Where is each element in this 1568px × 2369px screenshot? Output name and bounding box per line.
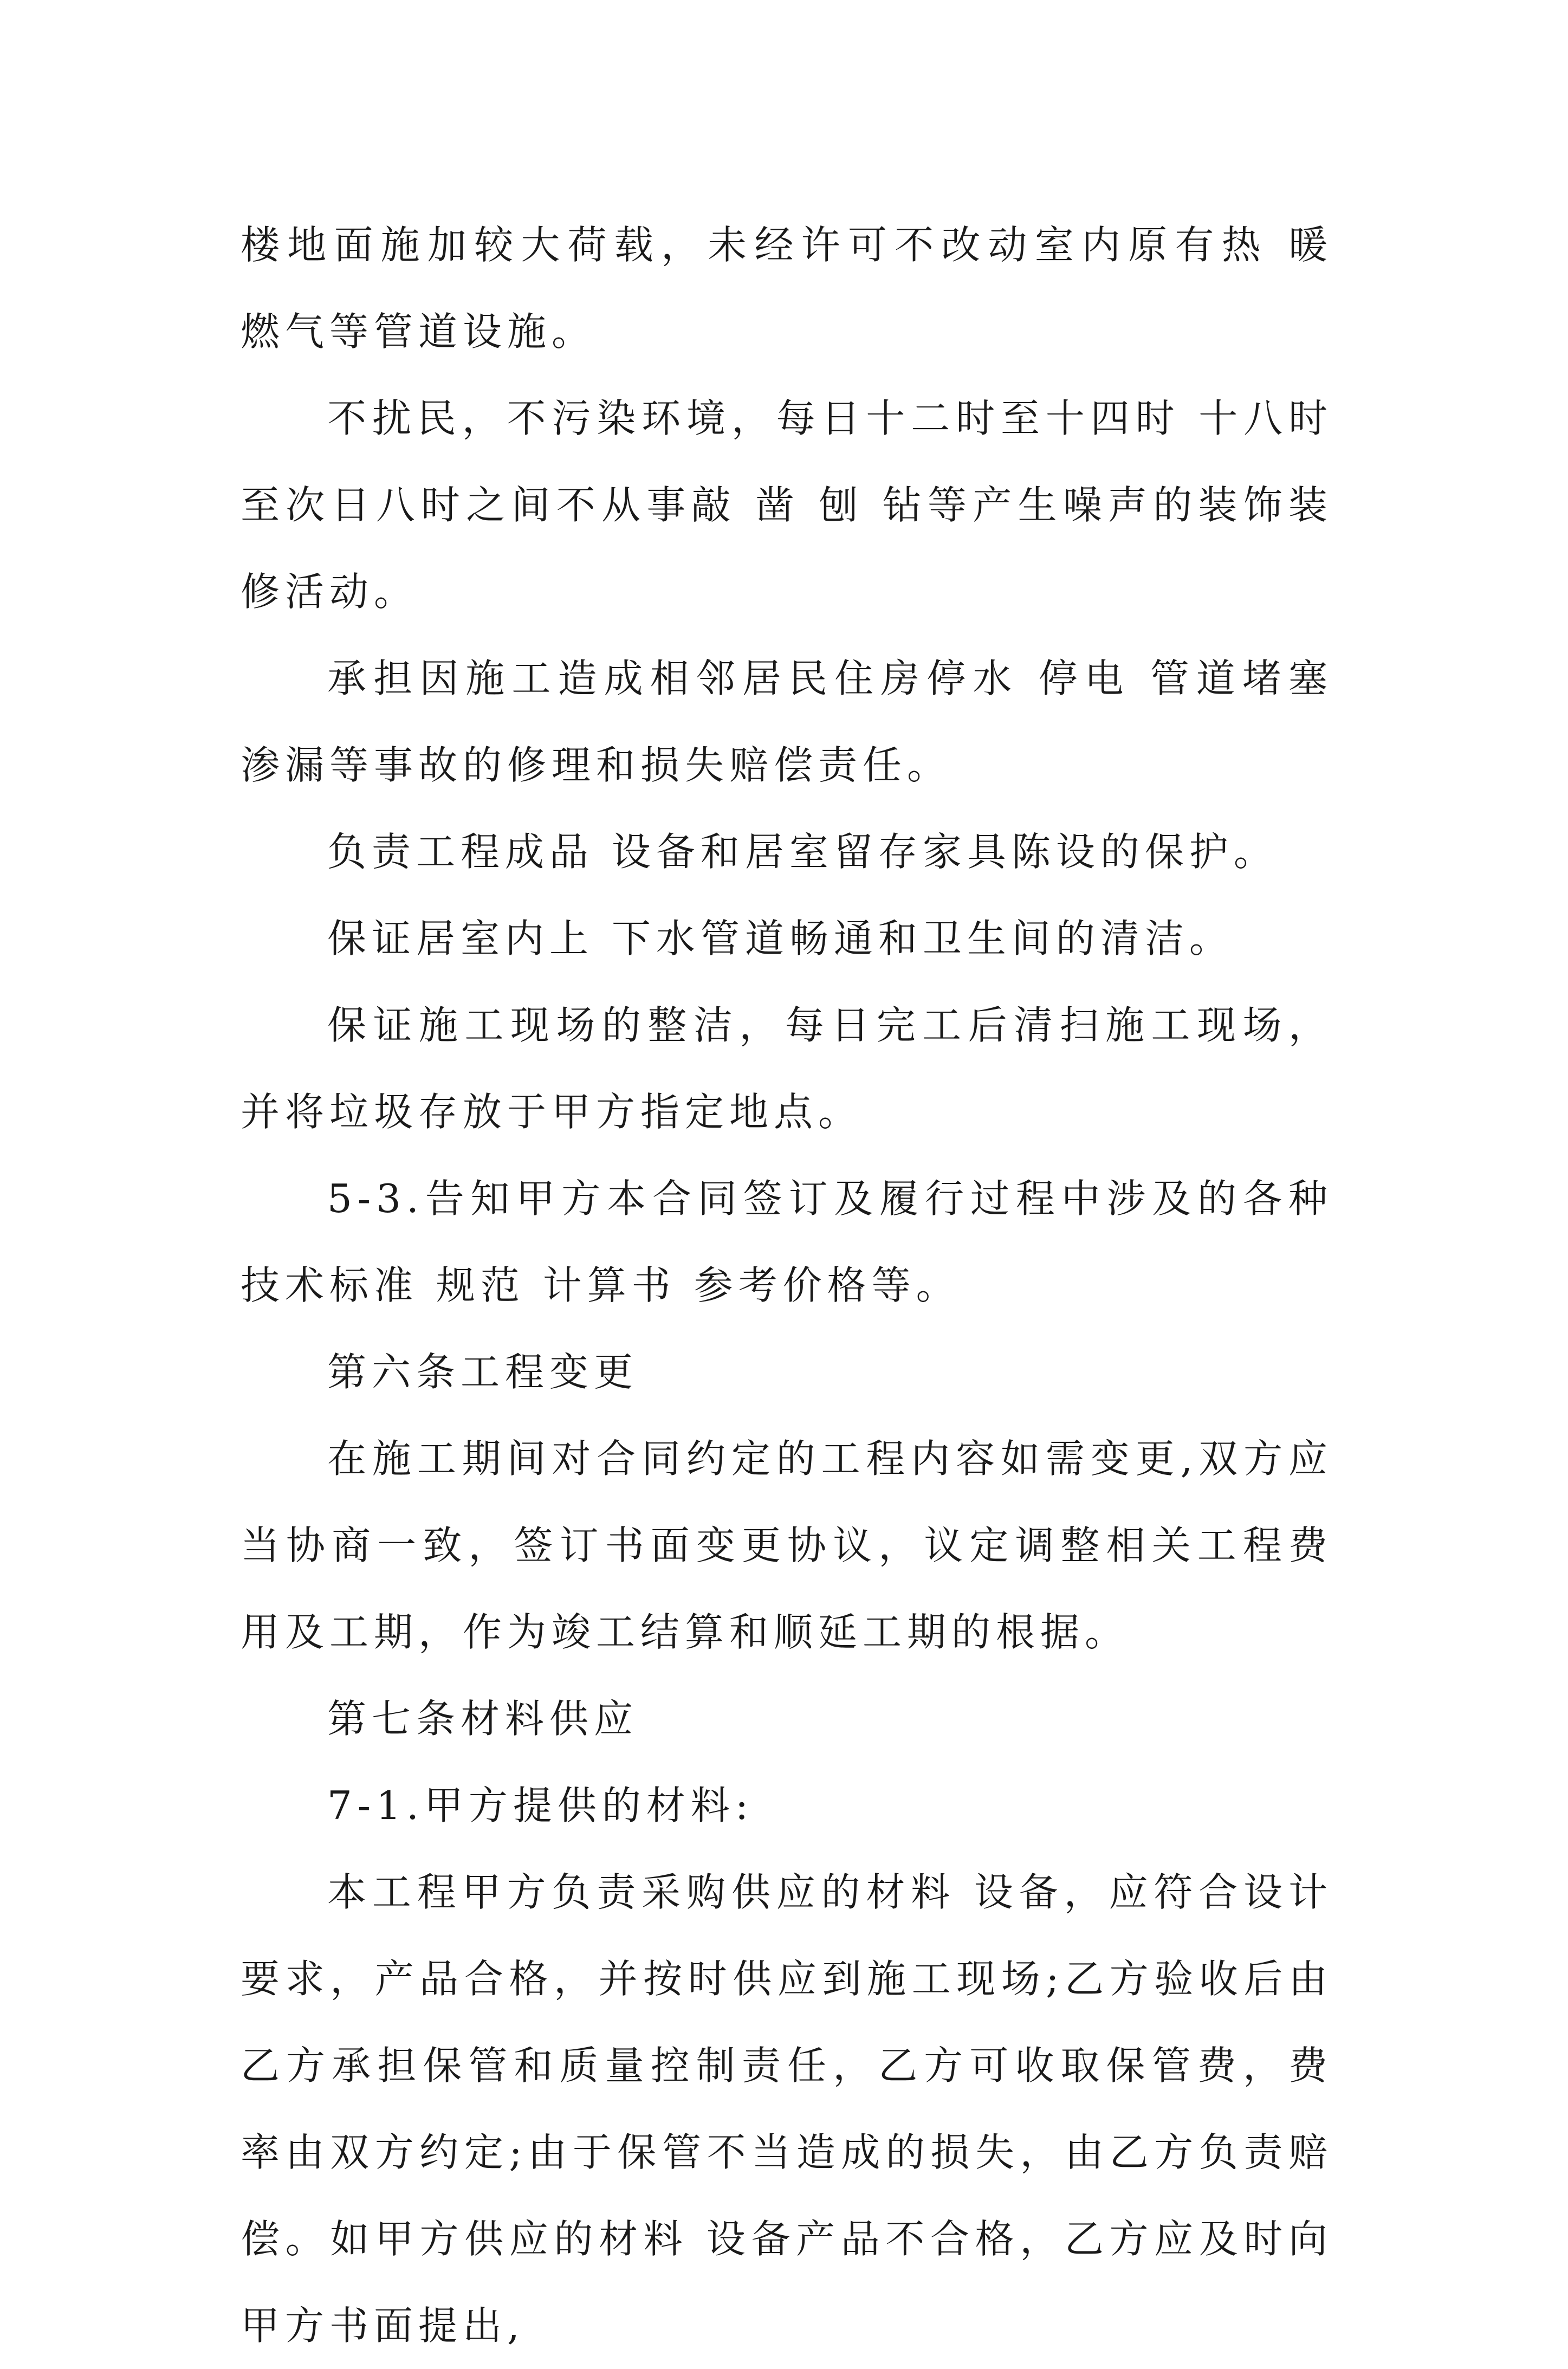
paragraph-4: 负责工程成品 设备和居室留存家具陈设的保护。 [327, 829, 1278, 875]
paragraph-7: 5-3.告知甲方本合同签订及履行过程中涉及的各种技术标准 规范 计算书 参考价格等。 [241, 1176, 1333, 1308]
paragraph-1: 楼地面施加较大荷载，未经许可不改动室内原有热 暖 燃气等管道设施。 [241, 222, 1333, 354]
paragraph-9: 在施工期间对合同约定的工程内容如需变更,双方应当协商一致，签订书面变更协议，议定调整相关工程费用及工期，作为竣工结算和顺延工期的根据。 [241, 1436, 1333, 1655]
document-body [241, 202, 1333, 2369]
subsection-heading-7-1: 7-1.甲方提供的材料: [327, 1783, 754, 1828]
paragraph-6: 保证施工现场的整洁，每日完工后清扫施工现场，并将垃圾存放于甲方指定地点。 [241, 1002, 1333, 1135]
paragraph-3: 承担因施工造成相邻居民住房停水 停电 管道堵塞 渗漏等事故的修理和损失赔偿责任。 [241, 656, 1333, 788]
paragraph-5: 保证居室内上 下水管道畅通和卫生间的清洁。 [327, 916, 1234, 961]
paragraph-12: 本工程甲方负责采购供应的材料 设备，应符合设计要求，产品合格，并按时供应到施工现场;乙方验收后由乙方承担保管和质量控制责任，乙方可收取保管费，费率由双方约定;由于保管不当造成的损失，由乙方负责赔偿。如甲方供应的材料 设备产品不合格，乙方应及时向甲方书面提出, [241, 1869, 1333, 2348]
section-heading-7: 第七条材料供应 [327, 1696, 639, 1742]
paragraph-2: 不扰民，不污染环境，每日十二时至十四时 十八时至次日八时之间不从事敲 凿 刨 钻等产生噪声的装饰装修活动。 [241, 396, 1333, 614]
section-heading-6: 第六条工程变更 [327, 1349, 639, 1395]
